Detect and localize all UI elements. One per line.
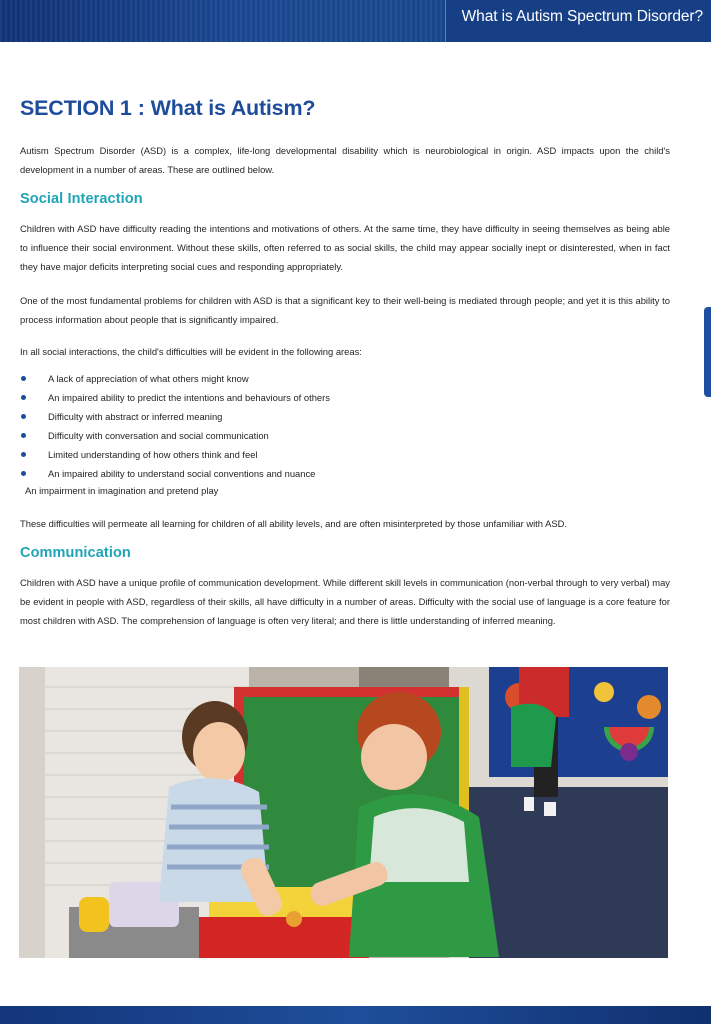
social-interaction-heading: Social Interaction — [20, 191, 143, 207]
list-item — [20, 369, 620, 388]
list-item-text: Difficulty with conversation and social communication — [48, 430, 269, 441]
social-paragraph-1: Children with ASD have difficulty reading the intentions and motivations of others. At the same time, they have difficulty in seeing themselves as being able to influence their social environment. Without these skills, often referred to as social skills, the child may appear socially inept or disinterested, when in fact they have major deficits interpreting social cues and responding appropriately. — [20, 223, 670, 272]
header-title-box — [445, 0, 711, 42]
list-item — [20, 388, 620, 407]
list-item — [20, 426, 620, 445]
social-paragraph-2: One of the most fundamental problems for children with ASD is that a significant key to their well-being is mediated through people; and yet it is this ability to process information about people that is significantly impaired. — [20, 295, 670, 325]
bullet-icon — [21, 376, 26, 381]
difficulty-list — [20, 369, 620, 483]
bullet-icon — [21, 452, 26, 457]
page-edge-tab — [704, 307, 711, 397]
list-item-text: Difficulty with abstract or inferred meaning — [48, 411, 223, 422]
social-paragraph-3: In all social interactions, the child's difficulties will be evident in the following areas: — [20, 346, 362, 357]
list-item-text: An impaired ability to predict the intentions and behaviours of others — [48, 392, 330, 403]
section-number: SECTION 1 — [20, 96, 132, 120]
list-item-text: A lack of appreciation of what others might know — [48, 373, 249, 384]
footer-band — [0, 1006, 711, 1024]
communication-paragraph: Children with ASD have a unique profile of communication development. While different skill levels in communication (non-verbal through to very verbal) may be evident in people with ASD, regardless of their skills, all have difficulty in a number of areas. Difficulty with the social use of language is a core feature for most children with ASD. The comprehension of language is often very literal; and there is little understanding of inferred meaning. — [20, 577, 670, 626]
header-band-texture — [0, 0, 445, 42]
list-item — [20, 407, 620, 426]
list-item-unbulleted: An impairment in imagination and pretend play — [25, 485, 219, 496]
bullet-icon — [21, 471, 26, 476]
header-title: What is Autism Spectrum Disorder? — [461, 8, 703, 25]
section-separator: : — [137, 96, 145, 120]
section-name: What is Autism? — [150, 96, 316, 120]
bullet-icon — [21, 395, 26, 400]
section-title — [20, 96, 315, 121]
list-item — [20, 445, 620, 464]
bullet-icon — [21, 433, 26, 438]
intro-paragraph: Autism Spectrum Disorder (ASD) is a complex, life-long developmental disability which is neurobiological in origin. ASD impacts upon the child's development in a number of areas. These are outlined below. — [20, 145, 670, 175]
list-item-text: Limited understanding of how others think and feel — [48, 449, 258, 460]
bullet-icon — [21, 414, 26, 419]
classroom-photo-illustration — [19, 667, 668, 958]
social-paragraph-4: These difficulties will permeate all learning for children of all ability levels, and are often misinterpreted by those unfamiliar with ASD. — [20, 518, 567, 529]
list-item-text: An impaired ability to understand social conventions and nuance — [48, 468, 316, 479]
communication-heading: Communication — [20, 545, 131, 561]
classroom-photo — [19, 667, 668, 958]
